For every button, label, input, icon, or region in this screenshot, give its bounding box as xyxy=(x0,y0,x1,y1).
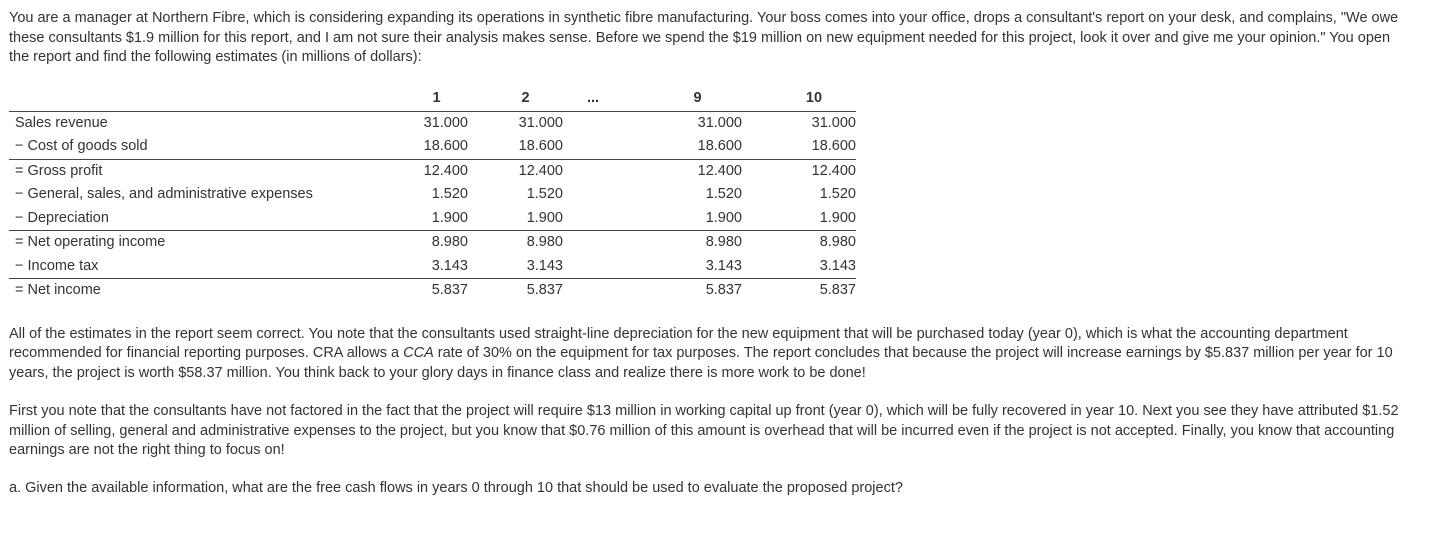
cell-year-1: 3.143 xyxy=(431,257,468,274)
question-a: a. Given the available information, what are the free cash flows in years 0 through 10 that should be used to evaluate the proposed project? xyxy=(9,479,903,496)
row-cost-of-goods-sold xyxy=(9,135,856,159)
cell-year-9: 1.520 xyxy=(705,186,742,202)
cell-year-10: 8.980 xyxy=(742,231,856,255)
cell-year-2: 5.837 xyxy=(468,279,563,303)
working-capital-paragraph: First you note that the consultants have not factored in the fact that the project will require $13 million in working capital up front (year 0), which will be fully recovered in year 10. Next you see they have attributed $1.52 million of selling, general and administrative expenses to the project, but you know that $0.76 million of this amount is overhead that will be incurred even if the project is not accepted. Finally, you know that accounting earnings are not the right thing to focus on! xyxy=(9,403,1399,458)
intro-paragraph: You are a manager at Northern Fibre, which is considering expanding its operations in synthetic fibre manufacturing. Your boss comes into your office, drops a consultant's report on your desk, and complains, "We owe these consultants $1.9 million for this report, and I am not sure their analysis makes sense. Before we spend the $19 million on new equipment needed for this project, look it over and give me your opinion." You open the report and find the following estimates (in millions of dollars): xyxy=(9,10,1399,65)
cell-year-1: 12.400 xyxy=(385,159,468,183)
cell-year-10: 31.000 xyxy=(811,114,856,131)
cell-ellipsis xyxy=(563,135,623,159)
cell-year-2: 3.143 xyxy=(526,257,563,274)
row-label: Sales revenue xyxy=(15,114,108,131)
cell-year-2: 12.400 xyxy=(468,159,563,183)
cell-ellipsis xyxy=(563,279,623,303)
row-label: − Depreciation xyxy=(15,209,109,226)
row-sales-revenue xyxy=(9,111,856,135)
header-ellipsis: ... xyxy=(563,87,623,112)
cell-ellipsis xyxy=(563,159,623,183)
cell-year-9: 8.980 xyxy=(623,231,742,255)
cell-year-10: 3.143 xyxy=(819,257,856,274)
cell-year-9: 12.400 xyxy=(623,159,742,183)
row-gross-profit xyxy=(9,159,856,183)
row-net-operating-income xyxy=(9,231,856,255)
cell-year-10: 18.600 xyxy=(811,138,856,154)
cell-ellipsis xyxy=(563,183,623,207)
cell-year-10: 12.400 xyxy=(742,159,856,183)
row-income-tax xyxy=(9,255,856,279)
row-depreciation xyxy=(9,207,856,231)
cell-year-2: 8.980 xyxy=(468,231,563,255)
header-year-10: 10 xyxy=(742,87,856,112)
cell-year-10: 1.900 xyxy=(819,209,856,226)
report-assessment-paragraph xyxy=(9,325,1419,384)
row-label: − General, sales, and administrative expenses xyxy=(15,186,313,202)
header-blank xyxy=(9,87,385,112)
cell-year-10: 5.837 xyxy=(742,279,856,303)
cell-ellipsis xyxy=(563,255,623,279)
cell-year-9: 5.837 xyxy=(623,279,742,303)
row-label: = Net income xyxy=(9,279,385,303)
header-year-2: 2 xyxy=(468,87,563,112)
cell-year-2: 18.600 xyxy=(518,138,563,154)
cell-year-2: 1.900 xyxy=(526,209,563,226)
cell-year-9: 3.143 xyxy=(705,257,742,274)
cell-year-1: 1.520 xyxy=(431,186,468,202)
cell-year-10: 1.520 xyxy=(819,186,856,202)
cell-ellipsis xyxy=(563,231,623,255)
header-year-1: 1 xyxy=(385,87,468,112)
row-net-income xyxy=(9,279,856,303)
cell-year-9: 18.600 xyxy=(697,138,742,154)
cell-year-1: 5.837 xyxy=(385,279,468,303)
cell-ellipsis xyxy=(563,207,623,231)
cell-year-2: 1.520 xyxy=(526,186,563,202)
row-label: − Cost of goods sold xyxy=(15,138,148,154)
paragraph-text-start: All of the estimates in the report seem correct. You note that the consultants used straight-line depreciation for the new equipment that will be purchased today (year 0), which is what the accounting department recommended for financial reporting purposes. CRA allows a xyxy=(9,325,1348,361)
row-label: − Income tax xyxy=(15,257,99,274)
cell-year-1: 8.980 xyxy=(385,231,468,255)
cca-term: CCA xyxy=(403,345,434,361)
row-sga-expenses xyxy=(9,183,856,207)
cell-year-2: 31.000 xyxy=(518,114,563,131)
cell-year-9: 1.900 xyxy=(705,209,742,226)
table-header-row xyxy=(9,87,856,112)
cell-year-1: 1.900 xyxy=(431,209,468,226)
cell-year-1: 31.000 xyxy=(423,114,468,131)
cell-ellipsis xyxy=(563,111,623,135)
row-label: = Gross profit xyxy=(9,159,385,183)
cell-year-9: 31.000 xyxy=(697,114,742,131)
paragraph-text-end: rate of 30% on the equipment for tax purposes. The report concludes that because the project will increase earnings by $5.837 million per year for 10 years, the project is worth $58.37 million. You think back to your glory days in finance class and realize there is more work to be done! xyxy=(9,345,1393,381)
cell-year-1: 18.600 xyxy=(423,138,468,154)
header-year-9: 9 xyxy=(623,87,742,112)
income-statement-table xyxy=(9,87,856,303)
row-label: = Net operating income xyxy=(9,231,385,255)
